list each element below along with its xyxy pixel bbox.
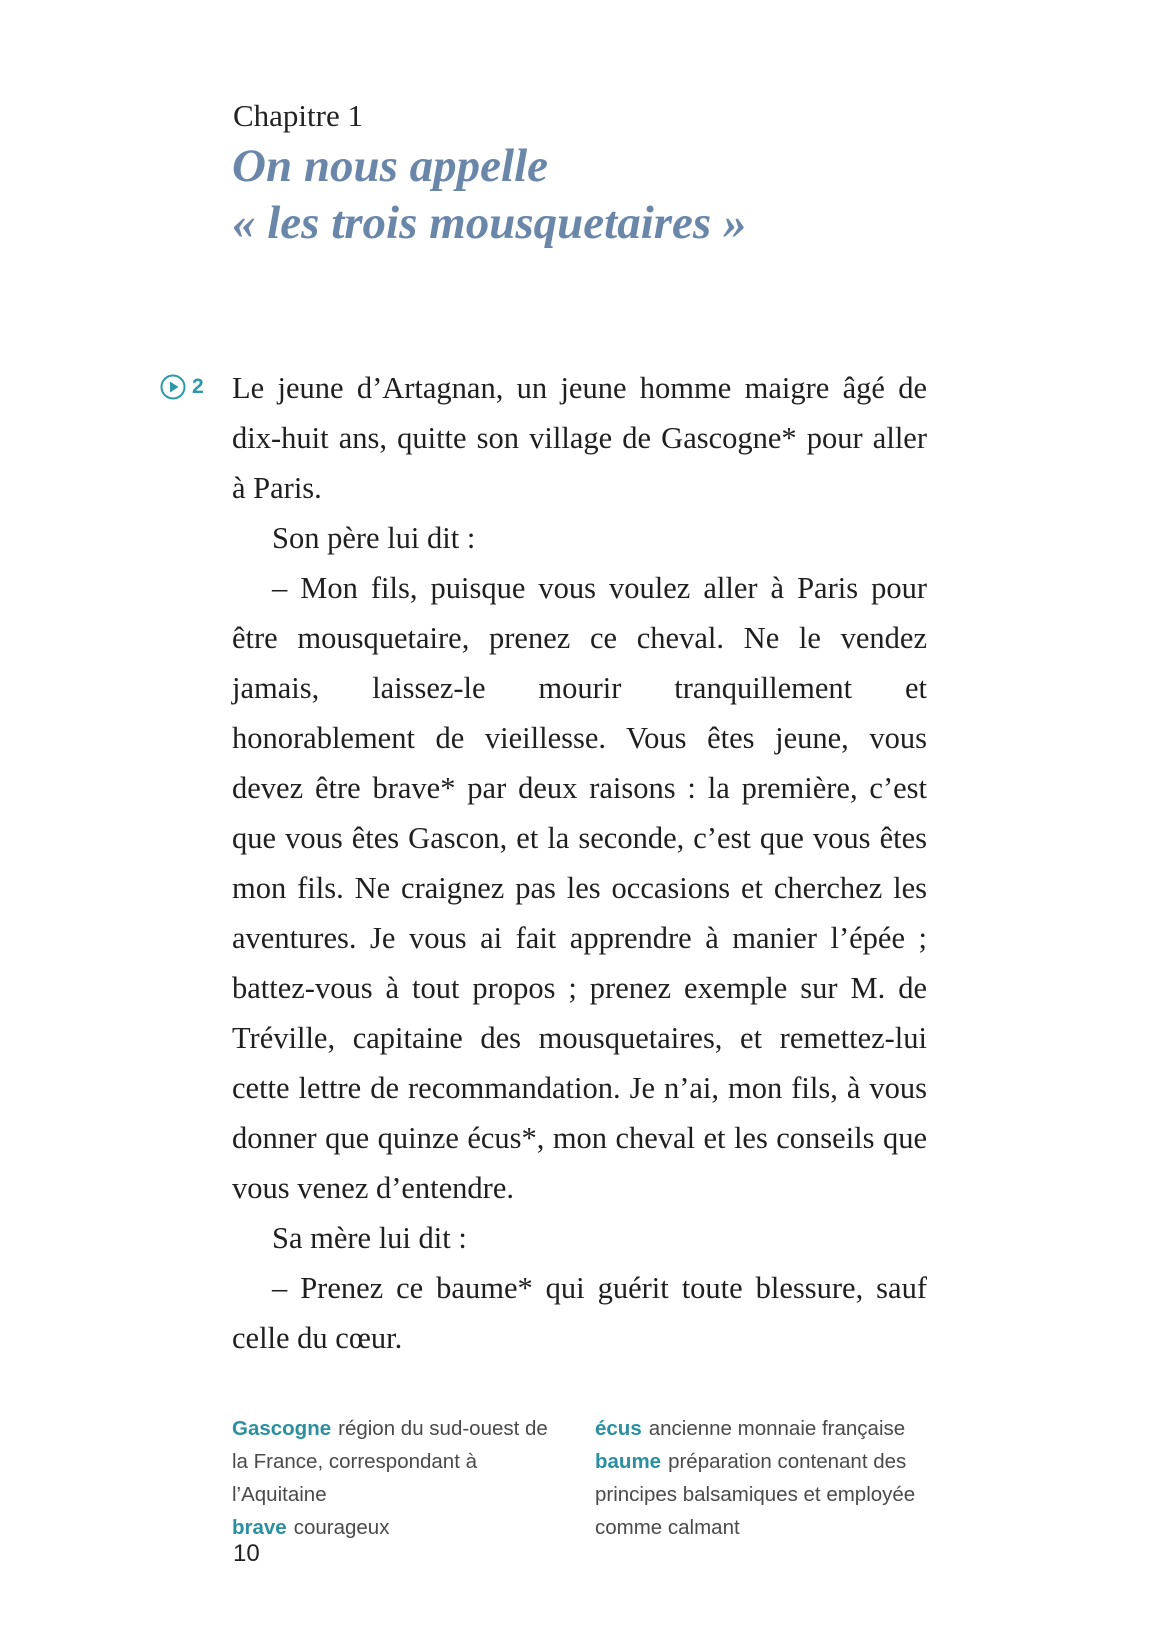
glossary-entry bbox=[232, 1412, 552, 1511]
glossary-definition: courageux bbox=[293, 1516, 390, 1539]
paragraph: Sa mère lui dit : bbox=[272, 1221, 467, 1255]
glossary-term: baume bbox=[595, 1450, 662, 1473]
glossary-term: brave bbox=[232, 1516, 287, 1539]
glossary-definition: région du sud-ouest de la France, correspondant à l’Aquitaine bbox=[232, 1417, 548, 1506]
paragraph: – Mon fils, puisque vous voulez aller à Paris pour être mousquetaire, prenez ce cheval. Ne le vendez jamais, laissez-le mourir tranquillement et honorablement de vieillesse. Vous êtes jeune, vous devez être brave* par deux raisons : la première, c’est que vous êtes Gascon, et la seconde, c’est que vous êtes mon fils. Ne craignez pas les occasions et cherchez les aventures. Je vous ai fait apprendre à manier l’épée ; battez-vous à tout propos ; prenez exemple sur M. de Tréville, capitaine des mousquetaires, et remettez-lui cette lettre de recommandation. Je n’ai, mon fils, à vous donner que quinze écus*, mon cheval et les conseils que vous venez d’entendre. bbox=[232, 571, 927, 1205]
page-number: 10 bbox=[233, 1540, 260, 1567]
paragraph: – Prenez ce baume* qui guérit toute blessure, sauf celle du cœur. bbox=[232, 1271, 927, 1355]
glossary-entry bbox=[232, 1511, 552, 1544]
glossary-entry bbox=[595, 1412, 935, 1445]
paragraph: Son père lui dit : bbox=[272, 521, 476, 555]
glossary-term: écus bbox=[595, 1417, 642, 1440]
paragraph: Le jeune d’Artagnan, un jeune homme maigre âgé de dix-huit ans, quitte son village de Gascogne* pour aller à Paris. bbox=[232, 371, 927, 505]
chapter-title-line-2: « les trois mousquetaires » bbox=[232, 197, 747, 249]
glossary-right bbox=[595, 1412, 935, 1544]
audio-track-button[interactable] bbox=[160, 374, 204, 400]
chapter-title-line-1: On nous appelle bbox=[232, 140, 548, 192]
audio-track-number: 2 bbox=[192, 375, 204, 398]
glossary-definition: préparation contenant des principes balsamiques et employée comme calmant bbox=[595, 1450, 916, 1539]
chapter-label: Chapitre 1 bbox=[233, 98, 363, 133]
chapter-title bbox=[232, 138, 992, 252]
play-circle-icon bbox=[160, 374, 186, 400]
story-text bbox=[232, 363, 927, 1363]
glossary-definition: ancienne monnaie française bbox=[648, 1417, 906, 1440]
glossary-left bbox=[232, 1412, 552, 1544]
glossary-entry bbox=[595, 1445, 935, 1544]
glossary-term: Gascogne bbox=[232, 1417, 332, 1440]
